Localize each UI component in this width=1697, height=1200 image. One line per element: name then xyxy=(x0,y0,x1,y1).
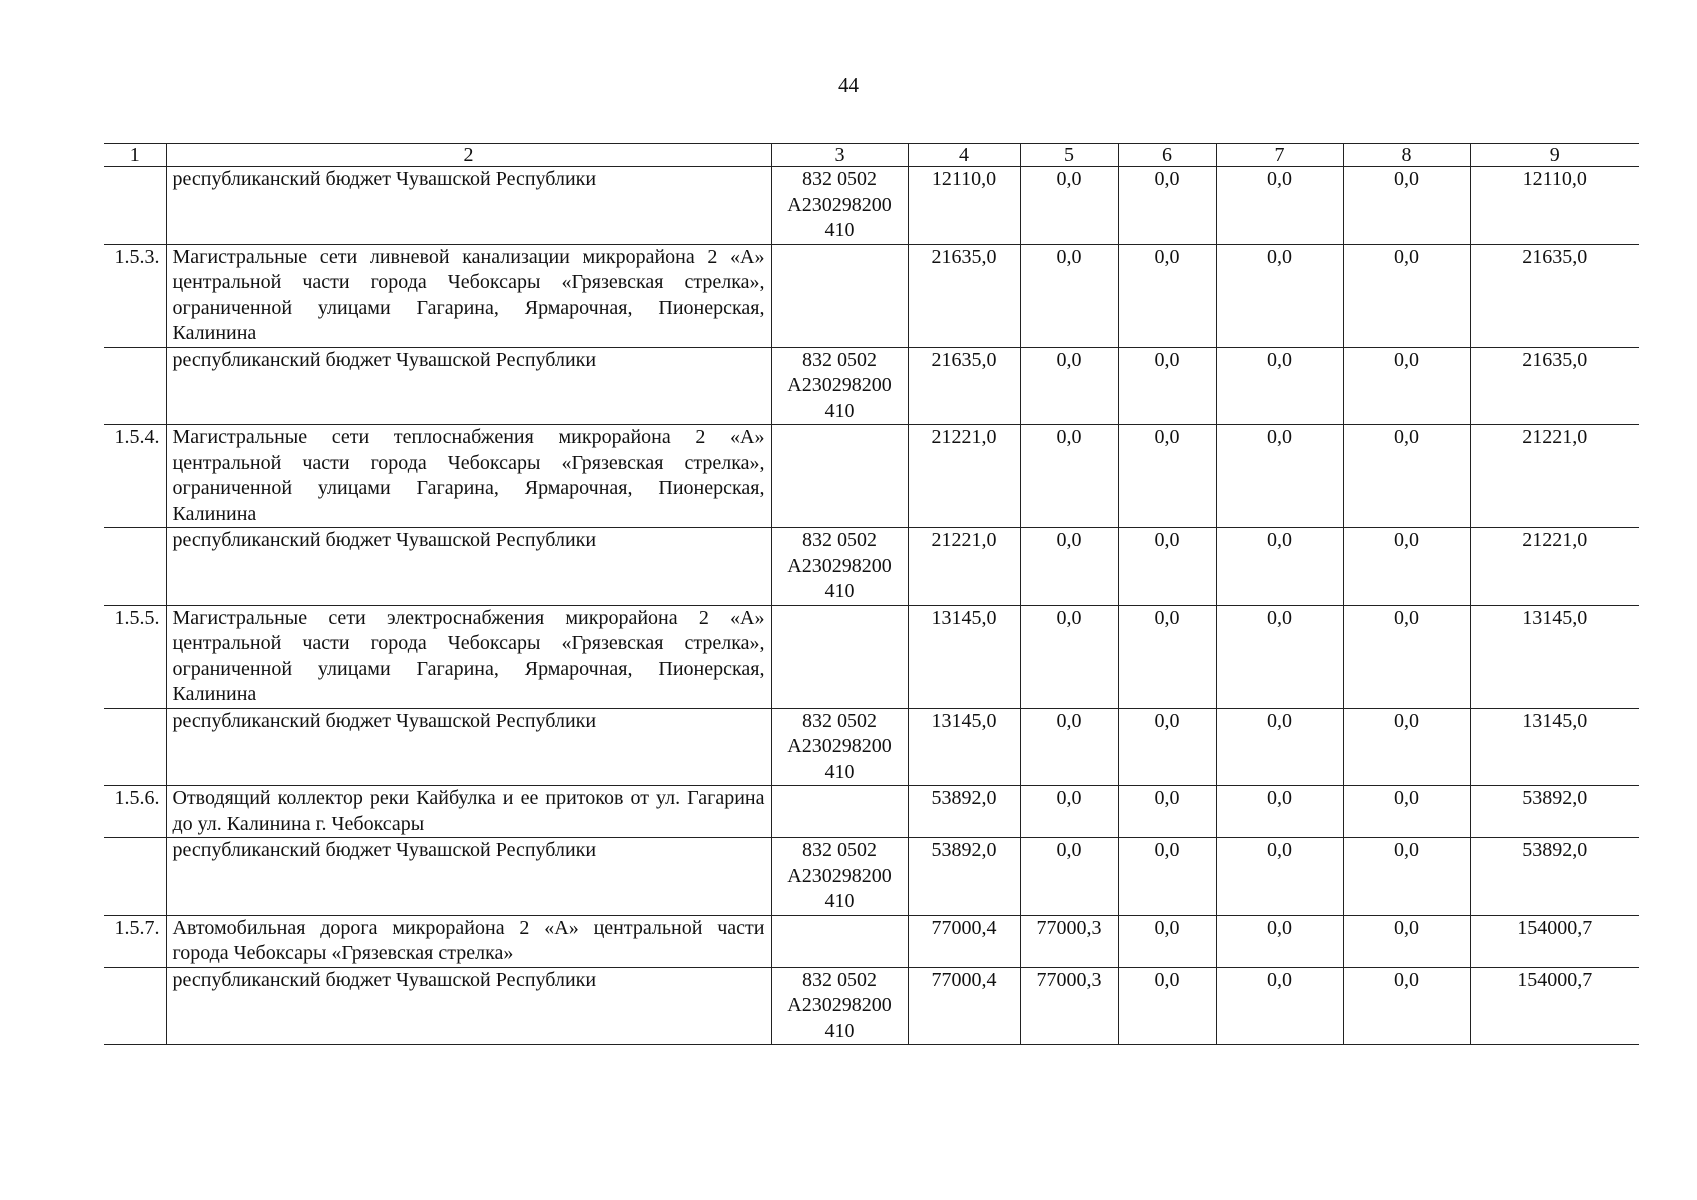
value-col-5: 0,0 xyxy=(1020,167,1118,245)
value-col-4: 53892,0 xyxy=(908,838,1020,916)
value-col-7: 0,0 xyxy=(1216,838,1343,916)
value-col-6: 0,0 xyxy=(1118,967,1216,1045)
value-col-6: 0,0 xyxy=(1118,708,1216,786)
budget-code-line: 832 0502 xyxy=(802,709,877,732)
row-name: республиканский бюджет Чувашской Республики xyxy=(166,167,771,245)
value-col-8: 0,0 xyxy=(1343,528,1470,606)
value-col-9: 154000,7 xyxy=(1470,967,1639,1045)
row-number: 1.5.6. xyxy=(104,786,166,838)
column-header-6: 6 xyxy=(1118,144,1216,167)
budget-code-line: 832 0502 xyxy=(802,168,877,190)
column-header-1: 1 xyxy=(104,144,166,167)
budget-code xyxy=(771,967,908,1045)
value-col-8: 0,0 xyxy=(1343,167,1470,245)
row-number: 1.5.7. xyxy=(104,915,166,967)
value-col-8: 0,0 xyxy=(1343,347,1470,425)
table-row xyxy=(104,425,1639,528)
row-number xyxy=(104,708,166,786)
value-col-4: 21635,0 xyxy=(908,244,1020,347)
value-col-8: 0,0 xyxy=(1343,967,1470,1045)
value-col-5: 0,0 xyxy=(1020,605,1118,708)
value-col-7: 0,0 xyxy=(1216,786,1343,838)
value-col-6: 0,0 xyxy=(1118,915,1216,967)
value-col-4: 53892,0 xyxy=(908,786,1020,838)
budget-code-line: 410 xyxy=(824,760,855,783)
value-col-7: 0,0 xyxy=(1216,347,1343,425)
table-row xyxy=(104,838,1639,916)
value-col-5: 0,0 xyxy=(1020,708,1118,786)
row-name: Магистральные сети теплоснабжения микрорайона 2 «А» центральной части города Чебоксары «Грязевская стрелка», ограниченной улицами Гагарина, Ярмарочная, Пионерская, Калинина xyxy=(166,425,771,528)
value-col-4: 21221,0 xyxy=(908,528,1020,606)
value-col-6: 0,0 xyxy=(1118,786,1216,838)
value-col-7: 0,0 xyxy=(1216,605,1343,708)
value-col-5: 0,0 xyxy=(1020,244,1118,347)
value-col-4: 13145,0 xyxy=(908,708,1020,786)
value-col-9: 13145,0 xyxy=(1470,708,1639,786)
row-name: республиканский бюджет Чувашской Республики xyxy=(166,347,771,425)
row-number xyxy=(104,528,166,606)
budget-code-line: 832 0502 xyxy=(802,348,877,371)
row-number: 1.5.3. xyxy=(104,244,166,347)
value-col-5: 0,0 xyxy=(1020,425,1118,528)
budget-code xyxy=(771,425,908,528)
row-name: республиканский бюджет Чувашской Республики xyxy=(166,528,771,606)
budget-code-line: 410 xyxy=(824,219,855,241)
budget-code xyxy=(771,528,908,606)
value-col-9: 12110,0 xyxy=(1470,167,1639,245)
value-col-4: 77000,4 xyxy=(908,967,1020,1045)
table-row xyxy=(104,786,1639,838)
row-number xyxy=(104,347,166,425)
row-number: 1.5.5. xyxy=(104,605,166,708)
value-col-9: 53892,0 xyxy=(1470,786,1639,838)
budget-code xyxy=(771,915,908,967)
table-row xyxy=(104,967,1639,1045)
budget-code xyxy=(771,347,908,425)
table-row xyxy=(104,167,1639,245)
value-col-6: 0,0 xyxy=(1118,528,1216,606)
value-col-9: 154000,7 xyxy=(1470,915,1639,967)
value-col-7: 0,0 xyxy=(1216,528,1343,606)
budget-code-line: 410 xyxy=(824,580,855,602)
budget-code xyxy=(771,244,908,347)
value-col-5: 77000,3 xyxy=(1020,967,1118,1045)
budget-code-line: А230298200 xyxy=(787,994,892,1016)
row-name: республиканский бюджет Чувашской Республики xyxy=(166,838,771,916)
budget-code-line: 410 xyxy=(824,1019,855,1042)
row-name: Автомобильная дорога микрорайона 2 «А» центральной части города Чебоксары «Грязевская стрелка» xyxy=(166,915,771,967)
column-header-8: 8 xyxy=(1343,144,1470,167)
value-col-8: 0,0 xyxy=(1343,786,1470,838)
value-col-6: 0,0 xyxy=(1118,425,1216,528)
header-row xyxy=(104,144,1639,167)
budget-code-line: 410 xyxy=(824,890,855,912)
budget-code-line: 832 0502 xyxy=(802,529,877,551)
column-header-5: 5 xyxy=(1020,144,1118,167)
value-col-4: 21221,0 xyxy=(908,425,1020,528)
row-name: республиканский бюджет Чувашской Республики xyxy=(166,708,771,786)
value-col-6: 0,0 xyxy=(1118,347,1216,425)
value-col-9: 21221,0 xyxy=(1470,528,1639,606)
value-col-9: 13145,0 xyxy=(1470,605,1639,708)
table-row xyxy=(104,915,1639,967)
row-name: Отводящий коллектор реки Кайбулка и ее притоков от ул. Гагарина до ул. Калинина г. Чебоксары xyxy=(166,786,771,838)
value-col-7: 0,0 xyxy=(1216,915,1343,967)
column-header-3: 3 xyxy=(771,144,908,167)
table-row xyxy=(104,708,1639,786)
value-col-6: 0,0 xyxy=(1118,244,1216,347)
value-col-5: 0,0 xyxy=(1020,786,1118,838)
budget-code-line: А230298200 xyxy=(787,735,892,757)
value-col-5: 0,0 xyxy=(1020,838,1118,916)
table-row xyxy=(104,347,1639,425)
value-col-5: 77000,3 xyxy=(1020,915,1118,967)
value-col-4: 21635,0 xyxy=(908,347,1020,425)
row-number xyxy=(104,838,166,916)
value-col-4: 13145,0 xyxy=(908,605,1020,708)
value-col-9: 21221,0 xyxy=(1470,425,1639,528)
column-header-4: 4 xyxy=(908,144,1020,167)
value-col-6: 0,0 xyxy=(1118,838,1216,916)
row-name: Магистральные сети ливневой канализации микрорайона 2 «А» центральной части города Чебоксары «Грязевская стрелка», ограниченной улицами Гагарина, Ярмарочная, Пионерская, Калинина xyxy=(166,244,771,347)
value-col-8: 0,0 xyxy=(1343,838,1470,916)
row-number xyxy=(104,967,166,1045)
value-col-7: 0,0 xyxy=(1216,244,1343,347)
table-row xyxy=(104,244,1639,347)
budget-table xyxy=(104,143,1639,1045)
column-header-2: 2 xyxy=(166,144,771,167)
value-col-4: 77000,4 xyxy=(908,915,1020,967)
value-col-4: 12110,0 xyxy=(908,167,1020,245)
budget-code xyxy=(771,708,908,786)
budget-code-line: 832 0502 xyxy=(802,839,877,861)
value-col-8: 0,0 xyxy=(1343,915,1470,967)
table-row xyxy=(104,605,1639,708)
budget-code-line: А230298200 xyxy=(787,193,892,216)
value-col-8: 0,0 xyxy=(1343,425,1470,528)
budget-code xyxy=(771,605,908,708)
value-col-7: 0,0 xyxy=(1216,708,1343,786)
row-number xyxy=(104,167,166,245)
value-col-6: 0,0 xyxy=(1118,167,1216,245)
column-header-9: 9 xyxy=(1470,144,1639,167)
column-header-7: 7 xyxy=(1216,144,1343,167)
value-col-8: 0,0 xyxy=(1343,708,1470,786)
value-col-9: 21635,0 xyxy=(1470,347,1639,425)
budget-code-line: 832 0502 xyxy=(802,968,877,991)
value-col-5: 0,0 xyxy=(1020,347,1118,425)
budget-code xyxy=(771,786,908,838)
row-name: республиканский бюджет Чувашской Республики xyxy=(166,967,771,1045)
budget-code xyxy=(771,167,908,245)
value-col-9: 21635,0 xyxy=(1470,244,1639,347)
row-number: 1.5.4. xyxy=(104,425,166,528)
budget-code-line: А230298200 xyxy=(787,554,892,577)
row-name: Магистральные сети электроснабжения микрорайона 2 «А» центральной части города Чебоксары «Грязевская стрелка», ограниченной улицами Гагарина, Ярмарочная, Пионерская, Калинина xyxy=(166,605,771,708)
value-col-9: 53892,0 xyxy=(1470,838,1639,916)
value-col-7: 0,0 xyxy=(1216,425,1343,528)
page-number: 44 xyxy=(838,73,859,97)
budget-code xyxy=(771,838,908,916)
value-col-7: 0,0 xyxy=(1216,167,1343,245)
budget-code-line: А230298200 xyxy=(787,374,892,396)
value-col-8: 0,0 xyxy=(1343,605,1470,708)
budget-code-line: А230298200 xyxy=(787,864,892,887)
budget-code-line: 410 xyxy=(824,399,855,422)
value-col-6: 0,0 xyxy=(1118,605,1216,708)
table-row xyxy=(104,528,1639,606)
value-col-5: 0,0 xyxy=(1020,528,1118,606)
value-col-7: 0,0 xyxy=(1216,967,1343,1045)
value-col-8: 0,0 xyxy=(1343,244,1470,347)
